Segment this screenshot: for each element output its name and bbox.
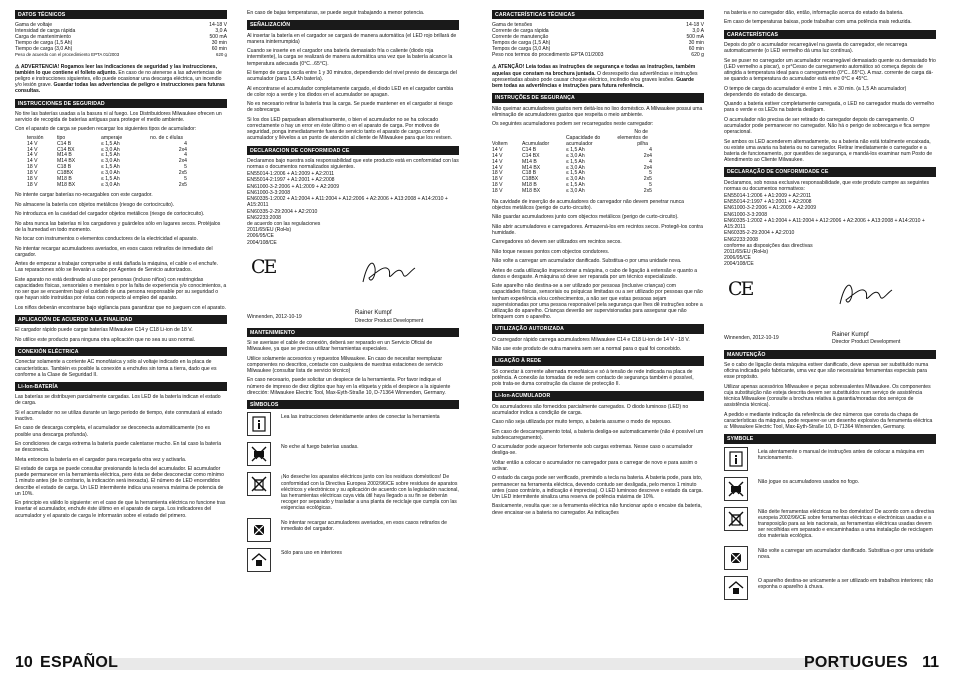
conformity-line: EN60335-1:2002 + A1:2004 + A11:2004 + A12:2006 + A2:2006 + A13:2008 + A14:2010 + A15:2011 — [724, 217, 925, 231]
paragraph: En condiciones de carga extrema la batería puede calentarse mucho. En tal caso la batería se desconecta. — [15, 441, 222, 454]
spec-value: 500 mA — [209, 34, 227, 41]
symbol-text: Não deite ferramentas eléctricas no lixo doméstico! De acordo com a directiva europeia 2002/96/CE sobre ferramentas eléctricas e electrónicas usadas e a transposição para as leis nacionais, as ferramentas eléctricas usadas devem ser recolhidas em separado e encaminhadas a uma instalação de reciclagem dos materiais ecológica. — [758, 508, 935, 540]
paragraph-group — [15, 327, 227, 343]
signer-name: Rainer Kumpf — [832, 332, 869, 339]
paragraph: Não guardar acumuladores junto com objectos metálicos (perigo de curto-circuito). — [492, 214, 679, 221]
table-cell: 14 V — [27, 146, 38, 153]
conformity-line: 2011/65/EU (RoHs) — [247, 227, 292, 234]
table-cell: C14 B — [522, 147, 537, 154]
symbol-row — [247, 548, 459, 572]
no-fire-icon — [247, 442, 271, 466]
paragraph: Os acumuladores são fornecidos parcialmente carregados. O diodo luminoso (LED) no acumulador indica a condição de carga. — [492, 403, 689, 416]
section-heading-seguranca: INSTRUÇÕES DE SEGURANÇA — [492, 93, 704, 102]
section-heading-manutencao: MANUTENÇÃO — [724, 350, 936, 359]
paragraph: Al insertar la batería en el cargador se cargará de manera automática (el LED rojo brillará de manera ininterrumpida) — [247, 32, 457, 45]
conformity-line: Declaramos bajo nuestra sola responsabilidad que este producto está en conformidad con las normas o documentos normalizados siguientes. — [247, 157, 459, 171]
warning-tail: Guardar todas las advertencias de peligro e instrucciones para futuras consultas. — [15, 82, 225, 95]
table-cell: C18BX — [57, 169, 74, 176]
table-cell: ≤ 1,5 Ah — [101, 140, 120, 147]
spec-value: 620 g — [216, 52, 227, 58]
column-header: amperaje — [101, 134, 123, 141]
column-header: tensión — [27, 134, 44, 141]
paragraph: No abra nunca las baterías ni los cargadores y guárdelos sólo en lugares secos. Protéjalos de la humedad en todo momento. — [15, 220, 221, 233]
symbol-row — [247, 412, 459, 436]
spec-value: 60 min — [211, 46, 227, 53]
table-cell: 18 V — [492, 176, 503, 183]
paragraph: na bateria e no carregador dão, então, informação acerca do estado da bateria. — [724, 10, 904, 16]
table-cell: 18 V — [27, 175, 38, 182]
indoor-use-icon — [724, 576, 748, 600]
section-heading-simbolos: SÍMBOLOS — [247, 400, 459, 409]
symbol-text: Lea las instrucciones detenidamente antes de conectar la herramienta — [281, 414, 440, 421]
section-heading-liion: Li-Ion-ACUMULADOR — [492, 391, 704, 400]
table-cell: M14 B — [522, 158, 537, 165]
left-column-1 — [15, 10, 227, 642]
paragraph-group — [15, 359, 227, 378]
table-cell: 18 V — [27, 164, 38, 171]
no-damaged-battery-icon — [724, 546, 748, 570]
paragraph: El cargador rápido puede cargar baterías Milwaukee C14 y C18 Li-ion de 18 V. — [15, 327, 193, 334]
paragraph: Na cavidade de inserção de acumuladores do carregador não devem penetrar nunca objectos metálicos (perigo de curto-circuito). — [492, 198, 684, 211]
paragraph: O carregador rápido carrega acumuladores Milwaukee C14 e C18 Li-ion de 14 V - 18 V. — [492, 336, 690, 343]
spec-label: Carga de mantenimiento — [15, 34, 71, 41]
paragraph: Este aparelho não destina-se a ser utilizado por pessoas (inclusive crianças) com capacidades físicas, sensoriais ou psíquicas limitadas ou a ser utilizado por pessoas que não tenham experiência e/ou conhecimentos, a não ser que estas pessoas sejam supervisionadas por uma pessoa responsável pela segurança que lhes dê instruções sobre a utilização do aparelho. Crianças deverão ser supervisionadas para assegurar que não brinquem com o aparelho. — [492, 283, 703, 321]
symbol-row — [724, 576, 936, 600]
paragraph: O acumulador não precisa de ser retirado do carregador depois do carregamento. O acumulador pode permanecer no carregador. Não há o perigo de sobrecarga e fica sempre operacional. — [724, 116, 930, 136]
table-cell: 2x4 — [178, 158, 187, 165]
section-heading-conformidad: DECLARACION DE CONFORMIDAD CE — [247, 146, 459, 155]
conformity-line: EN62233:2008 — [247, 214, 281, 221]
symbol-text: Não volte a carregar um acumulador danificado. Substitua-o por uma unidade nova. — [758, 547, 934, 560]
paragraph: Voltar então a colocar o acumulador no carregador para o carregar de novo e para assim o activar. — [492, 459, 698, 472]
spec-label: Tiempo de carga (3,0 Ah) — [15, 46, 73, 53]
place-date: Winnenden, 2012-10-19 — [724, 335, 779, 342]
table-cell: 2x5 — [178, 169, 187, 176]
symbol-row — [724, 507, 936, 540]
paragraph: Só conectar à corrente alternada monofásica e só à tensão de rede indicada na placa de potência. A conexão às tomadas de rede sem contacto de segurança também é possível, pois trata-se duma construção da classe de protecção II. — [492, 368, 694, 388]
section-heading-symbole: SYMBOLE — [724, 434, 936, 443]
table-cell: 14 V — [27, 152, 38, 159]
spec-label: Tempos de carga (1,5 Ah) — [492, 40, 551, 47]
paragraph: No tire las baterías usadas a la basura ni al fuego. Los Distribuidores Milwaukee ofrecen un servicio de recogida de baterías antiguas para proteger el medio ambiente. — [15, 110, 222, 124]
paragraph: Carregadores só devem ser utilizados em recintos secos. — [492, 239, 622, 246]
table-cell: 14 V — [492, 158, 503, 165]
section-heading-conformidade: DECLARAÇÃO DE CONFORMIDADE CE — [724, 167, 936, 176]
conformity-line: 2006/95/CE — [724, 255, 751, 262]
paragraph-group — [492, 337, 704, 353]
table-cell: ≤ 1,5 Ah — [101, 164, 120, 171]
conformity-line: EN60335-2-29:2004 + A2:2010 — [247, 208, 318, 215]
symbol-text: Não jogue os acumuladores usados no fogo. — [758, 478, 860, 485]
signature-icon — [836, 276, 896, 310]
symbol-row — [247, 442, 459, 466]
page-number: 10 — [15, 654, 33, 671]
paragraph: O tempo de carga do acumulador é entre 1 min. e 30 min. (a 1,5 Ah acumulador) dependendo do estado de descarga. — [724, 85, 907, 98]
ce-mark-icon: CE — [728, 277, 753, 300]
spec-value: 30 min — [688, 40, 704, 47]
table-cell: 18 V — [492, 182, 503, 189]
paragraph: Las baterías se distribuyen parcialmente cargadas. Los LED de la batería indican el estado de carga. — [15, 394, 221, 407]
warning-icon: ⚠ — [492, 64, 497, 71]
table-cell: 14 V — [27, 140, 38, 147]
table-cell: C14 B — [57, 140, 72, 147]
paragraph: O estado da carga pode ser verificado, premindo a tecla na bateria. A bateria pode, para isto, permanecer na ferramenta eléctrica, devendo contudo ser desligada, pelo menos 1 minuto antes (caso contrário, a indicação é imprecisa). O LED luminoso descreve o estado da carga. Um LED intermitente sinaliza uma reserva de potência máxima de 10%. — [492, 475, 703, 500]
warning-tail: Guarde bem todas as advertências e instruções para futura referência. — [492, 76, 694, 89]
signer — [832, 332, 900, 345]
table-cell: ≤ 3,0 Ah — [101, 181, 120, 188]
paragraph: Quando a bateria estiver completamente carregada, o LED no carregador muda do vermelho para o verde e os LEDs na bateria desligam. — [724, 101, 935, 114]
table-cell: ≤ 3,0 Ah — [101, 169, 120, 176]
paragraph: En caso necesario, puede solicitar un despiece de la herramienta. Por favor indique el número de impreso de diez dígitos que hay en la etiqueta y pida el despiece a la siguiente dirección: Milwaukee Electric Tool, Max-Eyth-Straße 10, D-71364 Winnenden, Germany. — [247, 377, 451, 396]
warning-block — [492, 64, 704, 89]
table-cell: 4 — [649, 147, 652, 154]
spec-label: Peso de acuerdo con el procedimiento EPTA 01/2003 — [15, 52, 120, 58]
conformity-line: 2006/95/CE — [247, 233, 274, 240]
table-row — [492, 189, 652, 195]
table-cell: 5 — [184, 175, 187, 182]
signature-block — [724, 274, 936, 346]
paragraph: Não toque nesses pontos com objectos condutores. — [492, 248, 610, 255]
table-cell: 18 V — [492, 170, 503, 177]
spec-value: 500 mA — [686, 34, 704, 41]
paragraph: Basicamente, resulta que: se a ferramenta eléctrica não funcionar após o encaixe da bateria, deve encaixar-se a bateria no carregador. As indicações — [492, 503, 702, 516]
paragraph: O acumulador pode aquecer fortemente sob cargas extremas. Nesse caso o acumulador desliga-se. — [492, 444, 693, 457]
table-cell: 2x5 — [178, 181, 187, 188]
conformity-line: EN55014-2:1997 + A1:2001 + A2:2008 — [247, 177, 335, 184]
table-cell: C18BX — [522, 176, 539, 183]
battery-table — [492, 130, 652, 194]
spec-value: 3,0 A — [692, 28, 704, 35]
paragraph: Não volte a carregar um acumulador danificado. Substitua-o por uma unidade nova. — [492, 258, 682, 265]
no-damaged-battery-icon — [247, 518, 271, 542]
section-heading-mantenimiento: MANTENIMIENTO — [247, 328, 459, 337]
section-heading-liion: Li-Ion-BATERÍA — [15, 382, 227, 391]
spec-value: 3,0 A — [215, 28, 227, 35]
spec-row — [15, 52, 227, 57]
conformity-line: EN61000-3-2:2006 + A1:2009 + A2:2009 — [247, 183, 340, 190]
conformity-lines — [247, 158, 459, 246]
paragraph-group — [492, 369, 704, 388]
paragraph-group — [724, 362, 936, 430]
table-cell: ≤ 3,0 Ah — [566, 164, 585, 171]
spec-label: Corrente de manutenção — [492, 34, 549, 41]
paragraph: Este aparato no está destinado al uso por personas (incluso niños) con restringidas capacidades físicas, sensoriales o mentales o por la falta de experiencia y/o conocimientos, a no ser que se encuentren bajo el cuidado de una persona responsable por su seguridad o que hayan sido instruidas por éstas con respecto al empleo del aparato. — [15, 276, 227, 302]
table-cell: 2x5 — [643, 187, 652, 194]
warning-body: O desrespeito das advertências e instruções apresentadas abaixo pode causar choque eléctrico, incêndio e/ou graves lesões. — [492, 70, 698, 83]
table-cell: ≤ 1,5 Ah — [566, 182, 585, 189]
column-header: Acumulador — [522, 141, 550, 148]
paragraph: Não queimar acumuladores gastos nem deitá-los no lixo doméstico. A Milwaukee possui uma eliminação de acumuladores gastos que respeita o meio ambiente. — [492, 105, 703, 118]
ce-mark-icon: CE — [251, 255, 276, 278]
paragraph-group — [15, 394, 227, 519]
conformity-line: 2011/65/EU (RoHs) — [724, 248, 769, 255]
conformity-line: Declaramos, sob nossa exclusiva responsabilidade, que este produto cumpre as seguintes normas ou documentos normativos: — [724, 179, 929, 192]
signer-title: Director Product Development — [832, 339, 901, 346]
table-cell: 2x4 — [643, 164, 652, 171]
table-cell: 2x4 — [178, 146, 187, 153]
table-cell: 2x5 — [643, 176, 652, 183]
page-number: 11 — [922, 654, 939, 671]
table-row — [27, 183, 187, 189]
section-heading-aplicacion: APLICACIÓN DE ACUERDO A LA FINALIDAD — [15, 315, 227, 324]
conformity-line: EN55014-2:1997 + A1:2001 + A2:2008 — [724, 199, 812, 206]
table-cell: C18 B — [57, 164, 72, 171]
symbol-row — [724, 546, 936, 570]
table-cell: M18 BX — [522, 187, 541, 194]
warning-block — [15, 64, 227, 95]
table-cell: C18 B — [522, 170, 537, 177]
column-header: No de elementos de pilha — [617, 129, 648, 148]
table-cell: ≤ 3,0 Ah — [101, 146, 120, 153]
table-cell: M18 B — [522, 182, 537, 189]
section-heading-ligacao: LIGAÇÃO À REDE — [492, 356, 704, 365]
paragraph: Não abrir acumuladores e carregadores. Armazená-los em recintos secos. Protegê-los contra humidade. — [492, 223, 703, 236]
spec-value: 620 g — [691, 52, 704, 59]
left-column-2 — [247, 10, 459, 642]
table-cell: 14 V — [27, 158, 38, 165]
paragraph: Meta entonces la batería en el cargador para recargarla otra vez y activarla. — [15, 456, 187, 463]
weee-bin-icon — [724, 507, 748, 531]
conformity-line: EN60335-2-29:2004 + A2:2010 — [724, 230, 795, 237]
footer-bar — [477, 658, 854, 670]
spec-list — [492, 22, 704, 58]
spec-value: 30 min — [211, 40, 227, 47]
paragraph-group — [247, 33, 459, 142]
table-cell: ≤ 3,0 Ah — [101, 158, 120, 165]
table-cell: M18 BX — [57, 181, 76, 188]
table-cell: 4 — [649, 158, 652, 165]
read-manual-icon — [247, 412, 271, 436]
paragraph-group — [492, 404, 704, 516]
table-cell: ≤ 3,0 Ah — [566, 176, 585, 183]
paragraph-group — [492, 199, 704, 321]
symbol-text: No intentar recargar acumuladores averiados, en esos casos retirarlos de inmediato del cargador. — [281, 519, 447, 532]
table-cell: C14 BX — [57, 146, 75, 153]
table-header-row — [492, 130, 652, 148]
section-heading-senal: SEÑALIZACIÓN — [247, 20, 459, 29]
spec-label: Corrente de carga rápida — [492, 28, 549, 35]
spec-label: Peso nos termos do procedimento EPTA 01/2003 — [492, 52, 604, 59]
read-manual-icon — [724, 447, 748, 471]
conformity-line: EN60335-1:2002 + A1:2004 + A11:2004 + A12:2006 + A2:2006 + A13:2008 + A14:2010 + A15:2011 — [247, 196, 448, 209]
paragraph: No tocar con instrumentos o elementos conductores de la electricidad el aparato. — [15, 236, 198, 243]
paragraph: Se ambos os LED acenderem alternadamente, ou a bateria não está totalmente encaixada, ou existe uma avaria na bateria ou no carregador. Retirar imediatamente o carregador e a bateria de funcionamento, por questões de segurança, e mandá-los examinar num Posto de Atendimento ao Cliente Milwaukee. — [724, 138, 933, 164]
table-cell: 4 — [184, 140, 187, 147]
paragraph: Conectar solamente a corriente AC monofásica y sólo al voltaje indicado en la placa de características. También es posible la conexión a enchufes sin toma a tierra, dado que es conforme a la Clase de Seguridad II. — [15, 359, 217, 378]
symbol-list — [724, 447, 936, 600]
spec-label: Gama de tensões — [492, 22, 533, 29]
paragraph: En principio es válido lo siguiente: en el caso de que la herramienta eléctrica no funcione tras insertar el acumulador, enchufe éste último en el aparato de carga. Los indicadores del acumulador y el aparato de carga le informarán sobre el estado del primero. — [15, 500, 226, 519]
warning-lead: ATENÇÃO! Leia todas as instruções de segurança e todas as instruções, também aquelas que constam na brochura juntada. — [492, 64, 696, 77]
table-cell: ≤ 1,5 Ah — [101, 175, 120, 182]
symbol-text: Sólo para uso en interiores — [281, 549, 342, 556]
table-cell: ≤ 1,5 Ah — [566, 170, 585, 177]
table-cell: M14 B — [57, 152, 72, 159]
signature-block — [247, 252, 459, 324]
paragraph: Em caso de temperaturas baixas, pode trabalhar com uma potência mais reduzida. — [724, 19, 912, 26]
symbol-row — [724, 477, 936, 501]
spec-value: 14-18 V — [686, 22, 704, 29]
spec-label: Tempos de carga (3,0 Ah) — [492, 46, 551, 53]
paragraph: Si los dos LED parpadean alternativamente, o bien el acumulador no se ha colocado correctamente o hay un error en éste último o en el aparato de carga. Por motivos de seguridad, ponga inmediatamente fuera de servicio tanto el aparato de carga como el acumulador y llévelos a un punto de atención al cliente de Milwaukee para que los revisen. — [247, 116, 453, 142]
paragraph: Con el aparato de carga se pueden recargar los siguientes tipos de acumulador: — [15, 126, 197, 133]
conformity-line: conforme as disposições das directivas — [724, 242, 813, 249]
paragraph: En caso de descarga completa, el acumulador se desconecta automáticamente (no es posible una descarga profunda). — [15, 425, 211, 438]
paragraph-group — [15, 192, 227, 311]
spec-label: Gama de voltaje — [15, 22, 53, 29]
paragraph: Utilice solamente accesorios y repuestos Milwaukee. En caso de necesitar reemplazar componentes no descritos, contacte con cualquiera de nuestras estaciones de servicio Milwaukee (consultar lista de servicio técnico) — [247, 355, 443, 375]
table-cell: 14 V — [492, 164, 503, 171]
paragraph: Antes de empezar a trabajar compruebe si está dañada la máquina, el cable o el enchufe. Las reparaciones sólo se llevarán a cabo por Agentes de Servicio autorizados. — [15, 261, 219, 274]
paragraph: Los niños deberán encontrarse bajo vigilancia para garantizar que no jueguen con el aparato. — [15, 304, 226, 311]
table-cell: M14 BX — [522, 164, 541, 171]
spec-list — [15, 22, 227, 57]
section-heading-seguridad: INSTRUCCIONES DE SEGURIDAD — [15, 99, 227, 108]
section-heading-datos: CARACTERÍSTICAS TÉCNICAS — [492, 10, 704, 19]
conformity-line: EN55014-1:2006 + A1:2009 + A2:2011 — [247, 171, 335, 178]
table-cell: ≤ 1,5 Ah — [101, 152, 120, 159]
spec-value: 60 min — [688, 46, 704, 53]
paragraph: A pedido e mediante indicação da referência de dez números que consta da chapa de características da máquina, pode requerer-se um desenho explosivo da ferramenta eléctrica a: Milwaukee Electric Tool, Max-Eyth-Straße 10, D-71364 Winnenden, Germany. — [724, 411, 933, 431]
table-cell: C14 BX — [522, 152, 540, 159]
signer-name: Rainer Kumpf — [355, 310, 392, 317]
symbol-text: ¡No deseche los aparatos eléctricos junto con los residuos domésticos! De conformidad con la Directiva Europea 2002/96/CE sobre residuos de aparatos eléctricos y electrónicos y su aplicación de acuerdo con la legislación nacional, las herramientas eléctricas cuya vida útil haya llegado a su fin se deberán recoger por separado y trasladar a una planta de reciclaje que cumpla con las exigencias ecológicas. — [281, 474, 459, 512]
conformity-line: EN55014-1:2006 + A1:2009 + A2:2011 — [724, 193, 812, 200]
conformity-line: EN62233:2008 — [724, 236, 758, 243]
table-cell: 18 V — [27, 169, 38, 176]
column-header: tipo — [57, 134, 66, 141]
table-cell: 5 — [649, 170, 652, 177]
spec-label: Tiempo de carga (1,5 Ah) — [15, 40, 73, 47]
symbol-row — [247, 518, 459, 542]
no-fire-icon — [724, 477, 748, 501]
paragraph: Em caso de descarregamento total, a bateria desliga-se automaticamente (não é possível um subdescarregamento). — [492, 428, 704, 441]
paragraph: No intentar recargar acumuladores averiados, en esos casos retirarlos de inmediato del cargador. — [15, 245, 213, 258]
signer — [355, 310, 423, 323]
table-cell: ≤ 3,0 Ah — [566, 152, 585, 159]
table-cell: M18 B — [57, 175, 72, 182]
paragraph: Antes de cada utilização inspeccionar a máquina, o cabo de ligação à extensão e quanto a danos e desgaste. A máquina só deve ser reparada por um técnico especializado. — [492, 267, 698, 280]
conformity-line: EN61000-3-3:2008 — [247, 189, 291, 196]
conformity-line: EN61000-3-2:2006 + A1:2009 + A2:2009 — [724, 205, 817, 212]
paragraph: No almacene la batería con objetos metálicos (riesgo de cortocircuito). — [15, 201, 175, 208]
paragraph: No utilice este producto para ninguna otra aplicación que no sea su uso normal. — [15, 336, 196, 343]
column-header: no. de c élulas — [150, 134, 183, 141]
place-date: Winnenden, 2012-10-19 — [247, 313, 302, 320]
table-cell: 5 — [184, 164, 187, 171]
table-cell: 14 V — [492, 152, 503, 159]
paragraph: No es necesario retirar la batería tras la carga. Se puede mantener en el cargador si riesgo de sobrecarga — [247, 101, 453, 114]
conformity-line: 2004/108/CE — [247, 239, 277, 246]
column-header: Voltem — [492, 141, 508, 148]
paragraph: No intente cargar baterías no-recargables con este cargador. — [15, 192, 153, 199]
signature-icon — [359, 254, 419, 288]
paragraph: Se se puser no carregador um acumulador recarregável demasiado quente ou demasiado frio (LED vermelho a piscar), o pr°Cesso de carregamento automático só começa depois de atingida a temperatura ideal para o carregamento (0°C...65°C). A maz. corrente de carga dá-se quando a temperatura do acumulador está entre 0°C e 45°C. — [724, 57, 936, 83]
paragraph: En caso de bajas temperaturas, se puede seguir trabajando a menor potencia. — [247, 10, 425, 16]
conformity-line: de acuerdo con las regulaciones — [247, 220, 321, 227]
section-heading-caracteristicas: CARACTERÍSTICAS — [724, 30, 936, 39]
symbol-text: Leia atentamente o manual de instruções antes de colocar a máquina em funcionamento. — [758, 448, 924, 461]
table-cell: ≤ 1,5 Ah — [566, 158, 585, 165]
footer-right — [477, 650, 954, 677]
section-heading-datos: DATOS TÉCNICOS — [15, 10, 227, 19]
table-cell: ≤ 1,5 Ah — [566, 147, 585, 154]
conformity-line: 2004/108/CE — [724, 261, 754, 268]
conformity-line: EN61000-3-3:2008 — [724, 211, 768, 218]
table-cell: 18 V — [27, 181, 38, 188]
paragraph: Al encontrarse el acumulador completamente cargado, el diodo LED en el cargador cambia de color rojo a verde y los diodos en el acumulador se apagan. — [247, 85, 454, 98]
paragraph: Cuando se inserte en el cargador una batería demasiado fría o caliente (diodo roja intermitente), la carga se realizará de manera automática una vez que la batería alcance la temperatura adecuada (0°C...65°C). — [247, 48, 453, 67]
table-cell: 14 V — [492, 147, 503, 154]
column-header: Capacidade do acumulador — [566, 135, 601, 148]
right-column-1 — [492, 10, 704, 642]
table-cell: ≤ 3,0 Ah — [566, 187, 585, 194]
section-heading-conexion: CONEXIÓN ELÉCTRICA — [15, 347, 227, 356]
conformity-lines — [724, 180, 936, 268]
right-column-2 — [724, 10, 936, 642]
table-cell: M14 BX — [57, 158, 76, 165]
paragraph-group — [724, 42, 936, 163]
paragraph: El estado de carga se puede consultar presionando la tecla del acumulador. El acumulador puede permanecer en la herramienta eléctrica, pero ésta se debe desconectar como mínimo 1 minuto antes (de lo contrario, la indicación será inexacta). El número de LED encendidos describe el estado de carga. Un LED intermitente indica una reserva máxima de potencia de un 10%. — [15, 466, 224, 497]
paragraph: Não use este produto de outra maneira sem ser a normal para o qual foi concebido. — [492, 346, 682, 353]
warning-icon: ⚠ — [15, 63, 20, 70]
signer-title: Director Product Development — [355, 317, 424, 324]
symbol-text: O aparelho destina-se unicamente a ser utilizado em trabalhos interiores; não exponha o aparelho à chuva. — [758, 577, 934, 590]
language-label: PORTUGUES — [803, 654, 908, 671]
indoor-use-icon — [247, 548, 271, 572]
paragraph: Utilizar apenas acessórios Milwaukee e peças sobressalentes Milwaukee. Os componentes cuja substituição não esteja descrita devem ser substituídos num serviço de assistência técnica Milwaukee (consulte a brochura relativa à garantia/moradas dos serviços de assistência técnica). — [724, 383, 931, 409]
paragraph: El tiempo de carga oscila entre 1 y 30 minutos, dependiendo del nivel previo de descarga del acumulador (para 1,5 Ah batería). — [247, 69, 457, 83]
spec-value: 14-18 V — [209, 22, 227, 29]
weee-bin-icon — [247, 472, 271, 496]
symbol-row — [247, 472, 459, 511]
table-cell: 18 V — [492, 187, 503, 194]
page-portuguese — [477, 0, 954, 677]
symbol-list — [247, 412, 459, 571]
table-cell: 5 — [649, 182, 652, 189]
symbol-text: No eche al fuego baterías usadas. — [281, 444, 359, 451]
table-cell: 2x4 — [643, 152, 652, 159]
footer-left — [0, 650, 477, 677]
warning-lead: ADVERTENCIA! Rogamos leer las indicaciones de seguridad y las instrucciones, también lo que contiene el folleto adjunto. — [15, 63, 217, 76]
paragraph-group — [247, 340, 459, 396]
paragraph: No introduzca en la cavidad del cargador objetos metálicos (riesgo de cortocircuito). — [15, 211, 205, 218]
symbol-row — [724, 447, 936, 471]
spec-label: Intensidad de carga rápida — [15, 28, 76, 35]
paragraph: Depois do pôr o acumulador recarregável na gaveta do carregador, ele recarrega automaticamente (o LED vermelho dá uma luz contínua). — [724, 41, 908, 55]
paragraph: Os seguintes acumuladores podem ser recarregados neste carregador: — [492, 121, 654, 128]
warning-body: En caso de no atenerse a las advertencias de peligro e instrucciones siguientes, ello puede ocasionar una descarga eléctrica, un incendio y/o lesión grave. — [15, 69, 222, 89]
footer-bar — [100, 658, 477, 670]
battery-table — [27, 136, 187, 189]
spec-row — [492, 52, 704, 58]
paragraph: Si el acumulador no se utiliza durante un largo periodo de tiempo, éste conmutará al estado inactivo. — [15, 409, 222, 423]
paragraph: Si se averiase el cable de conexión, deberá ser reparado en un Servicio Oficial de Milwaukee, ya que se precisa utilizar herramientas especiales. — [247, 340, 433, 353]
section-heading-utilizacao: UTILIZAÇÃO AUTORIZADA — [492, 324, 704, 333]
paragraph: Caso não seja utilizada por muito tempo, a bateria assume o modo de repouso. — [492, 419, 672, 426]
table-cell: 4 — [184, 152, 187, 159]
paragraph: Se o cabo de ligação desta máquina estiver danificado, deve apenas ser substituído numa oficina indicada pelo fabricante, uma vez que são necessárias ferramentas especiais para esse propósito. — [724, 361, 929, 381]
language-label: ESPAÑOL — [40, 654, 119, 671]
